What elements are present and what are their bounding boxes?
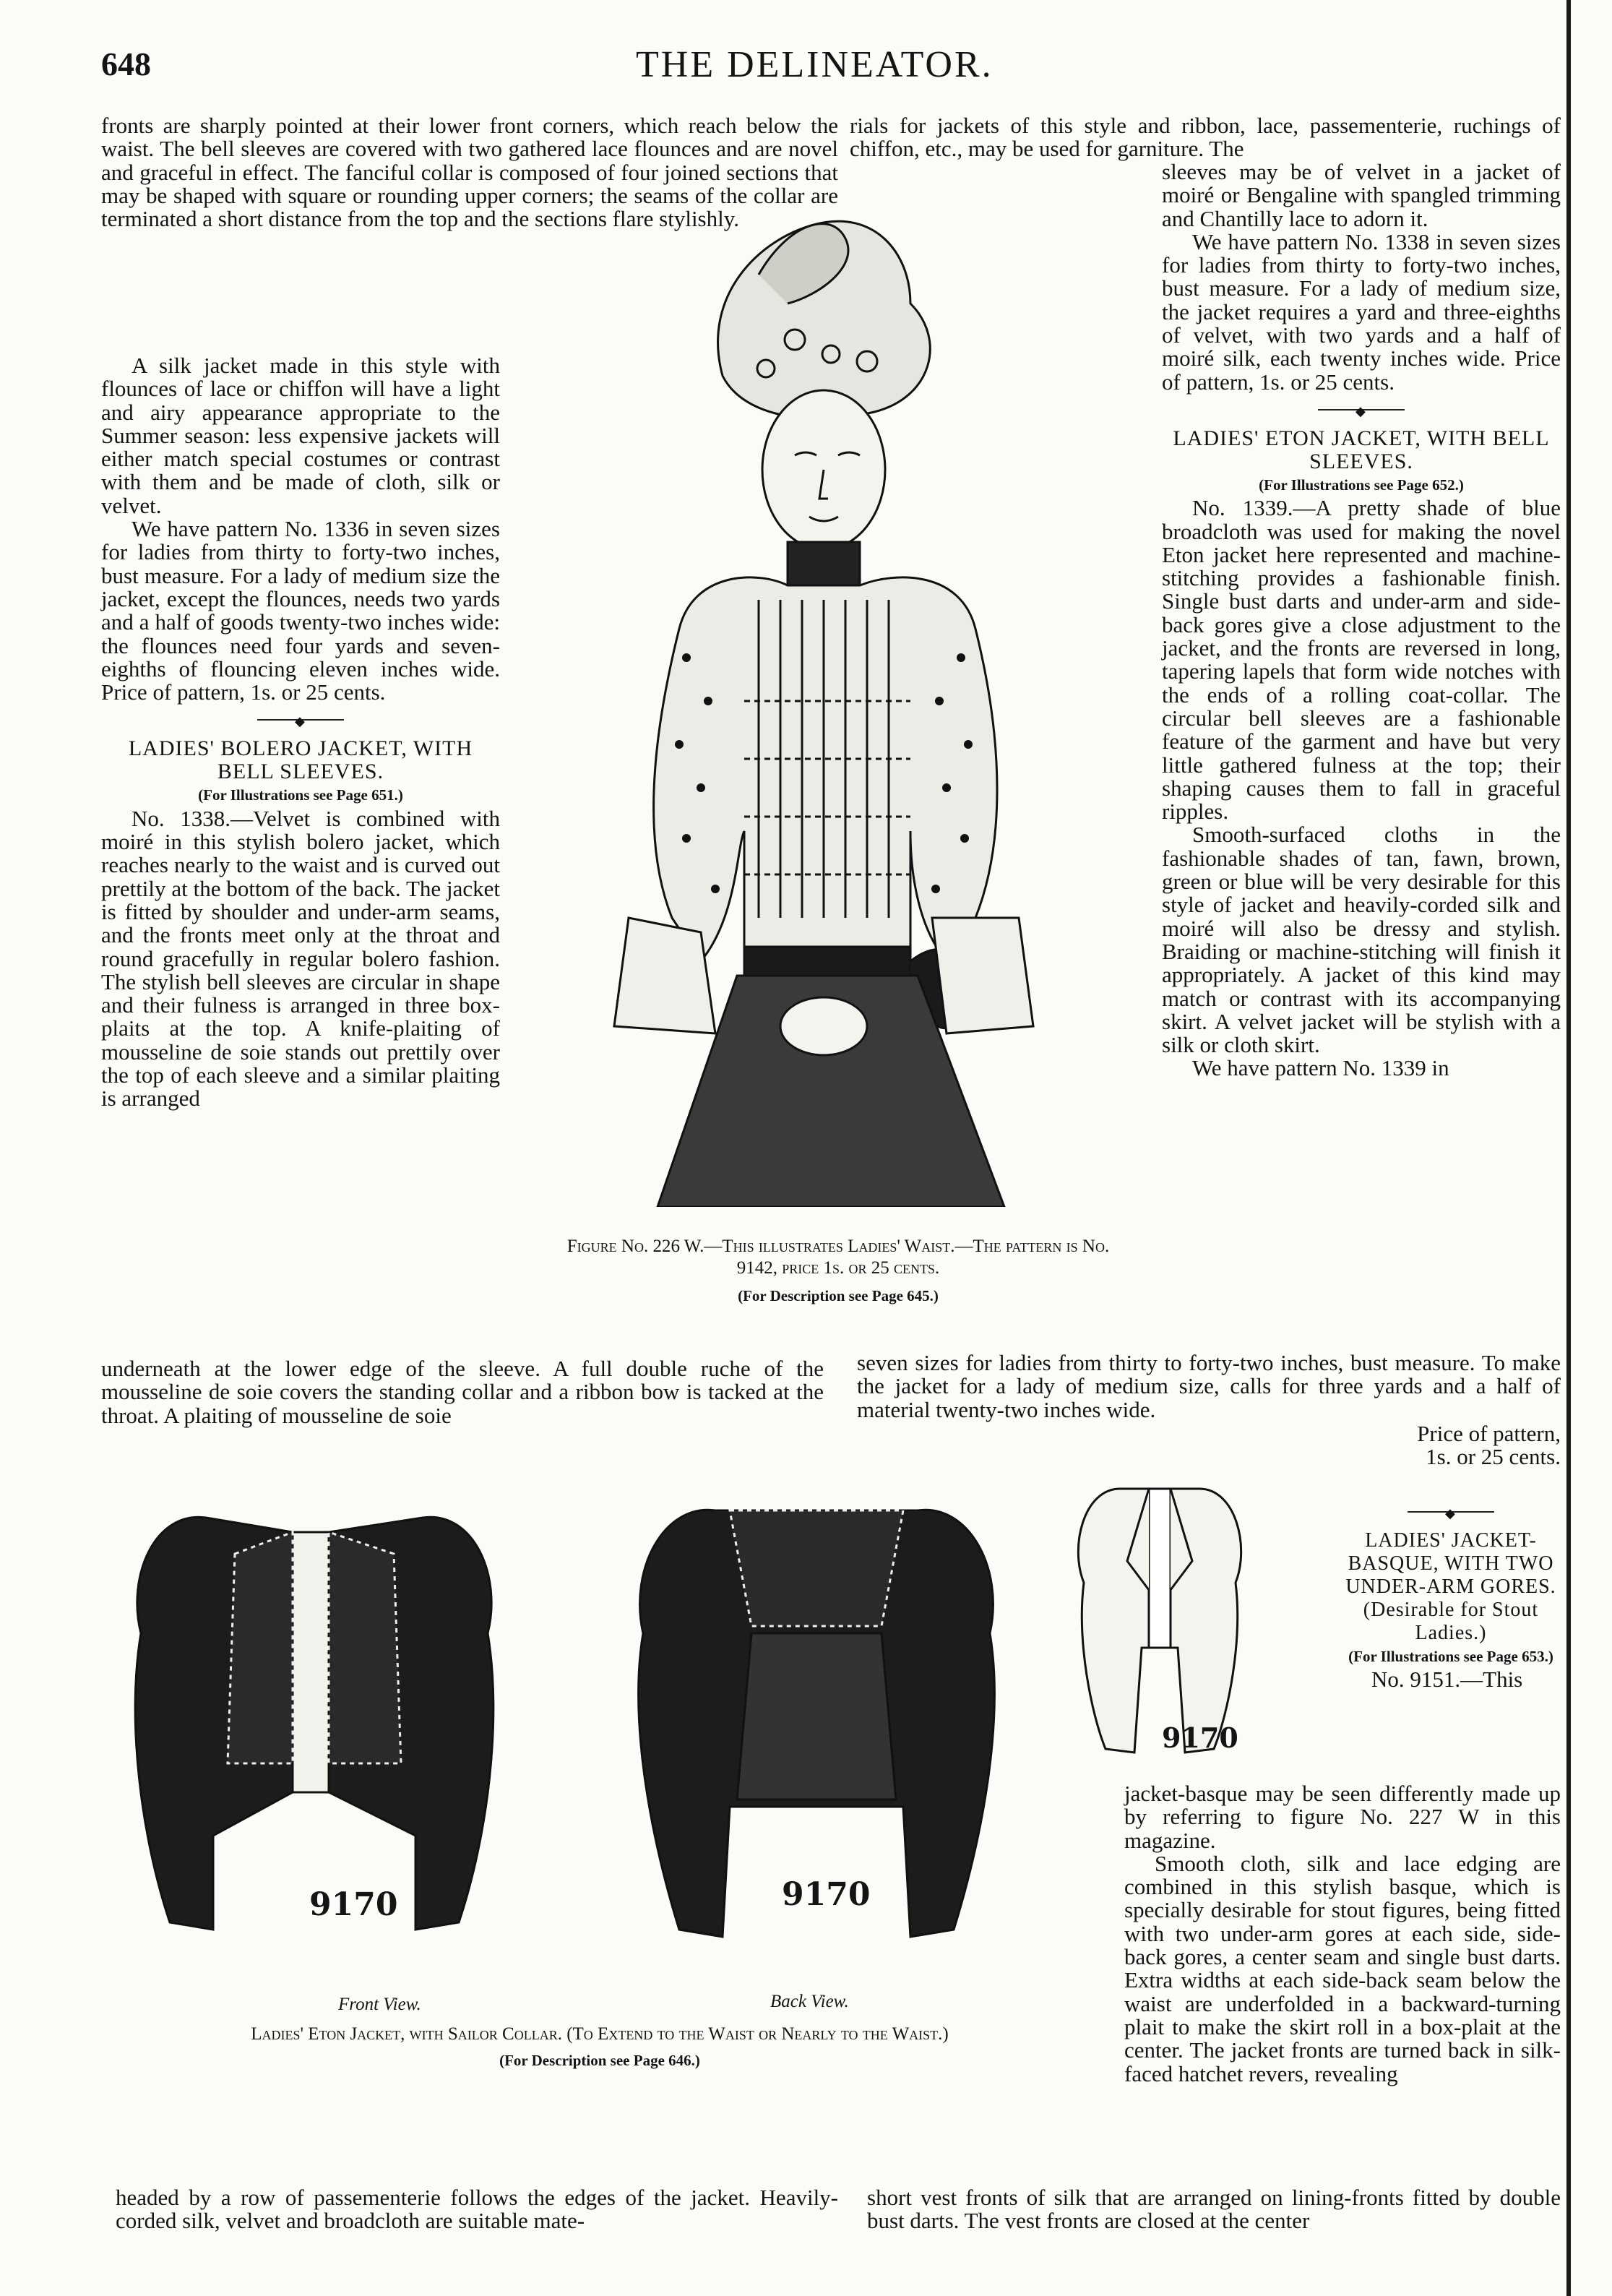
basque-illustration — [1069, 1474, 1257, 1763]
jacket-caption — [116, 2024, 1084, 2071]
bolero-ref: (For Illustrations see Page 651.) — [198, 786, 403, 804]
bolero-wide-text: underneath at the lower edge of the sleeve. A full double ruche of the mousseline de soie covers the standing collar and a ribbon bow is tacked at the throat. A plaiting of mousseline de soie — [101, 1356, 824, 1428]
basque-column — [1341, 1505, 1561, 1692]
basque-paragraph-1b: jacket-basque may be seen differently made up by referring to figure No. 227 W in this magazine. — [1124, 1781, 1561, 1853]
section-ornament-2 — [1162, 403, 1561, 417]
eton-paragraph-2: Smooth-surfaced cloths in the fashionable shades of tan, fawn, brown, green or blue will be very desirable for this style of jacket and heavily-corded silk and moiré will also be dressy and stylish. Braiding or machine-stitching will finish it appropriately. A jacket of this kind may match or contrast with its accompanying skirt. A velvet jacket will be stylish with a silk or cloth skirt. — [1162, 822, 1561, 1058]
binding-edge — [1566, 0, 1571, 2296]
bolero-heading: LADIES' BOLERO JACKET, WITH BELL SLEEVES. — [128, 736, 473, 784]
figure-226w-illustration — [571, 195, 1077, 1207]
eton-price-line-1: Price of pattern, — [1417, 1421, 1561, 1446]
magazine-title: THE DELINEATOR. — [636, 44, 994, 85]
eton-price — [1344, 1422, 1561, 1469]
eton-price-line-2: 1s. or 25 cents. — [1426, 1444, 1561, 1470]
section-ornament-3 — [1341, 1505, 1561, 1519]
basque-heading: LADIES' JACKET-BASQUE, WITH TWO UNDER-ARM GORES. (Desirable for Stout Ladies.) — [1345, 1529, 1556, 1644]
bolero-text: No. 1338.—Velvet is combined with moiré in this stylish bolero jacket, which reaches nearly to the waist and is curved out prettily at the bottom of the back. The jacket is fitted by shoulder and under-arm seams, and the fronts meet only at the throat and round gracefully in regular bolero fashion. The stylish bell sleeves are circular in shape and their fulness is arranged in three box-plaits at the top. A knife-plaiting of mousseline de soie stands out prettily over the top of each sleeve and a similar plaiting is arranged — [101, 805, 500, 1112]
left-paragraph-pattern-1336: We have pattern No. 1336 in seven sizes for ladies from thirty to forty-two inches, bust measure. For a lady of medium size the jacket, except the flounces, needs two yards and a half of goods twenty-two inches wide: the flounces need four yards and seven-eighths of flouncing eleven inches wide. Price of pattern, 1s. or 25 cents. — [101, 516, 500, 705]
jacket-ref: (For Description see Page 646.) — [499, 2052, 700, 2069]
basque-paragraph-1a: No. 9151.—This — [1371, 1667, 1523, 1693]
basque-text-wide — [1124, 1782, 1561, 2086]
front-view-number: 9170 — [309, 1886, 398, 1923]
figure-caption — [549, 1236, 1127, 1307]
figure-caption-text: Figure No. 226 W.—This illustrates Ladies' Waist.—The pattern is No. 9142, price 1s. or 25 cents. — [566, 1237, 1110, 1278]
section-ornament — [101, 713, 500, 727]
back-view-number: 9170 — [782, 1876, 871, 1913]
eton-heading: LADIES' ETON JACKET, WITH BELL SLEEVES. — [1173, 426, 1550, 473]
left-column — [101, 354, 500, 1111]
jacket-caption-text: Ladies' Eton Jacket, with Sailor Collar. (To Extend to the Waist or Nearly to the Waist.) — [251, 2024, 949, 2044]
eton-ref: (For Illustrations see Page 652.) — [1259, 476, 1464, 494]
left-paragraph-silk: A silk jacket made in this style with flounces of lace or chiffon will have a light and airy appearance appropriate to the Summer season: less expensive jackets will either match special costumes or contrast with them and be made of cloth, silk or velvet. — [101, 353, 500, 518]
bottom-left-text: headed by a row of passementerie follows the edges of the jacket. Heavily-corded silk, velvet and broadcloth are suitable mate- — [116, 2185, 838, 2234]
page-number: 648 — [101, 46, 151, 82]
front-view-label: Front View. — [338, 1995, 421, 2014]
bottom-right-text: short vest fronts of silk that are arranged on lining-fronts fitted by double bust darts. The vest fronts are closed at the center — [867, 2185, 1561, 2234]
right-column — [1162, 160, 1561, 1080]
basque-number: 9170 — [1162, 1721, 1238, 1754]
right-column-continuation-wide: rials for jackets of this style and ribbon, lace, passementerie, ruchings of chiffon, etc., may be used for garniture. The — [850, 113, 1561, 162]
eton-paragraph-3b: seven sizes for ladies from thirty to forty-two inches, bust measure. To make the jacket for a lady of medium size, calls for three yards and a half of material twenty-two inches wide. — [857, 1350, 1561, 1422]
right-continuation: sleeves may be of velvet in a jacket of moiré or Bengaline with spangled trimming and Chantilly lace to adorn it. — [1162, 159, 1561, 231]
left-intro-text: fronts are sharply pointed at their lower front corners, which reach below the waist. The bell sleeves are covered with two gathered lace flounces and are novel and graceful in effect. The fanciful collar is composed of four joined sections that may be shaped with square or rounding upper corners; the seams of the collar are terminated a short distance from the top and the sections flare stylishly. — [101, 113, 838, 232]
back-view-label: Back View. — [770, 1992, 849, 2011]
pattern-1338-paragraph: We have pattern No. 1338 in seven sizes for ladies from thirty to forty-two inches, bust measure. For a lady of medium size, the jacket requires a yard and three-eighths of velvet, with two yards and a half of moiré silk, each twenty inches wide. Price of pattern, 1s. or 25 cents. — [1162, 228, 1561, 395]
figure-ref: (For Description see Page 645.) — [738, 1287, 939, 1304]
eton-paragraph-1: No. 1339.—A pretty shade of blue broadcloth was used for making the novel Eton jacket here represented and machine-stitching provides a fashionable finish. Single bust darts and under-arm and side-back gores give a close adjustment to the jacket, and the fronts are reversed in long, tapering lapels that form wide notches with the ends of a rolling coat-collar. The circular bell sleeves are a fashionable feature of the garment and have but very little gathered fulness at the top; their shaping causes them to fall in graceful ripples. — [1162, 495, 1561, 825]
basque-ref: (For Illustrations see Page 653.) — [1348, 1648, 1553, 1665]
basque-paragraph-2: Smooth cloth, silk and lace edging are combined in this stylish basque, which is specially desirable for stout figures, being fitted with two under-arm gores at each side, side-back gores, a center seam and single bust darts. Extra widths at each side-back seam below the waist are underfolded in a backward-turning plait to make the skirt roll in a box-plait at the center. The jacket fronts are turned back in silk-faced hatchet revers, revealing — [1124, 1850, 1561, 2086]
eton-paragraph-3a: We have pattern No. 1339 in — [1192, 1055, 1449, 1081]
